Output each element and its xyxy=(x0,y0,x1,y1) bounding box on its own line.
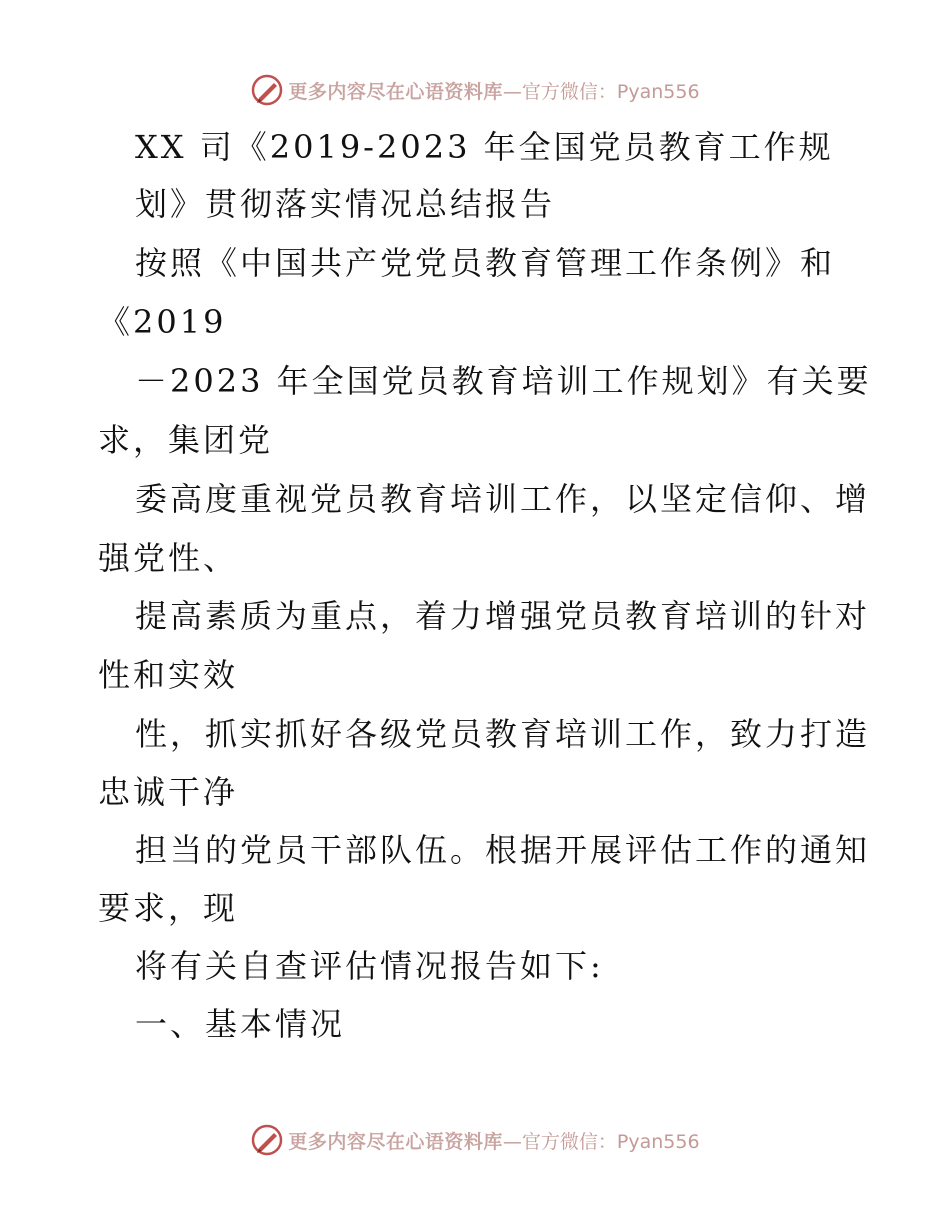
pen-logo-icon xyxy=(250,1123,284,1157)
paragraph-line: －2023 年全国党员教育培训工作规划》有关要 xyxy=(135,362,872,400)
paragraph-line: 提高素质为重点，着力增强党员教育培训的针对 xyxy=(135,597,871,635)
paragraph-line: 将有关自查评估情况报告如下: xyxy=(135,947,604,985)
pen-logo-icon xyxy=(250,73,284,107)
watermark-contact: —官方微信：Pyan556 xyxy=(502,80,700,103)
paragraph-line: 担当的党员干部队伍。根据开展评估工作的通知 xyxy=(135,831,871,869)
paragraph-line: 要求，现 xyxy=(98,889,239,927)
watermark-text: 更多内容尽在心语资料库 xyxy=(288,1130,503,1153)
header-watermark xyxy=(0,70,950,110)
paragraph-line: 按照《中国共产党党员教育管理工作条例》和 xyxy=(135,244,836,282)
watermark-text: 更多内容尽在心语资料库 xyxy=(288,80,503,103)
watermark-contact: —官方微信：Pyan556 xyxy=(502,1130,700,1153)
title-line-2: 划》贯彻落实情况总结报告 xyxy=(135,185,556,223)
paragraph-line: 强党性、 xyxy=(98,539,239,577)
paragraph-line: 求，集团党 xyxy=(98,421,274,459)
title-line-1: XX 司《2019-2023 年全国党员教育工作规 xyxy=(135,128,834,166)
paragraph-line: 性，抓实抓好各级党员教育培训工作，致力打造 xyxy=(135,715,871,753)
paragraph-line: 性和实效 xyxy=(98,656,239,694)
paragraph-line: 忠诚干净 xyxy=(98,773,239,811)
section-heading: 一、基本情况 xyxy=(135,1005,346,1043)
paragraph-line: 《2019 xyxy=(98,303,227,341)
footer-watermark xyxy=(0,1120,950,1160)
paragraph-line: 委高度重视党员教育培训工作，以坚定信仰、增 xyxy=(135,480,871,518)
